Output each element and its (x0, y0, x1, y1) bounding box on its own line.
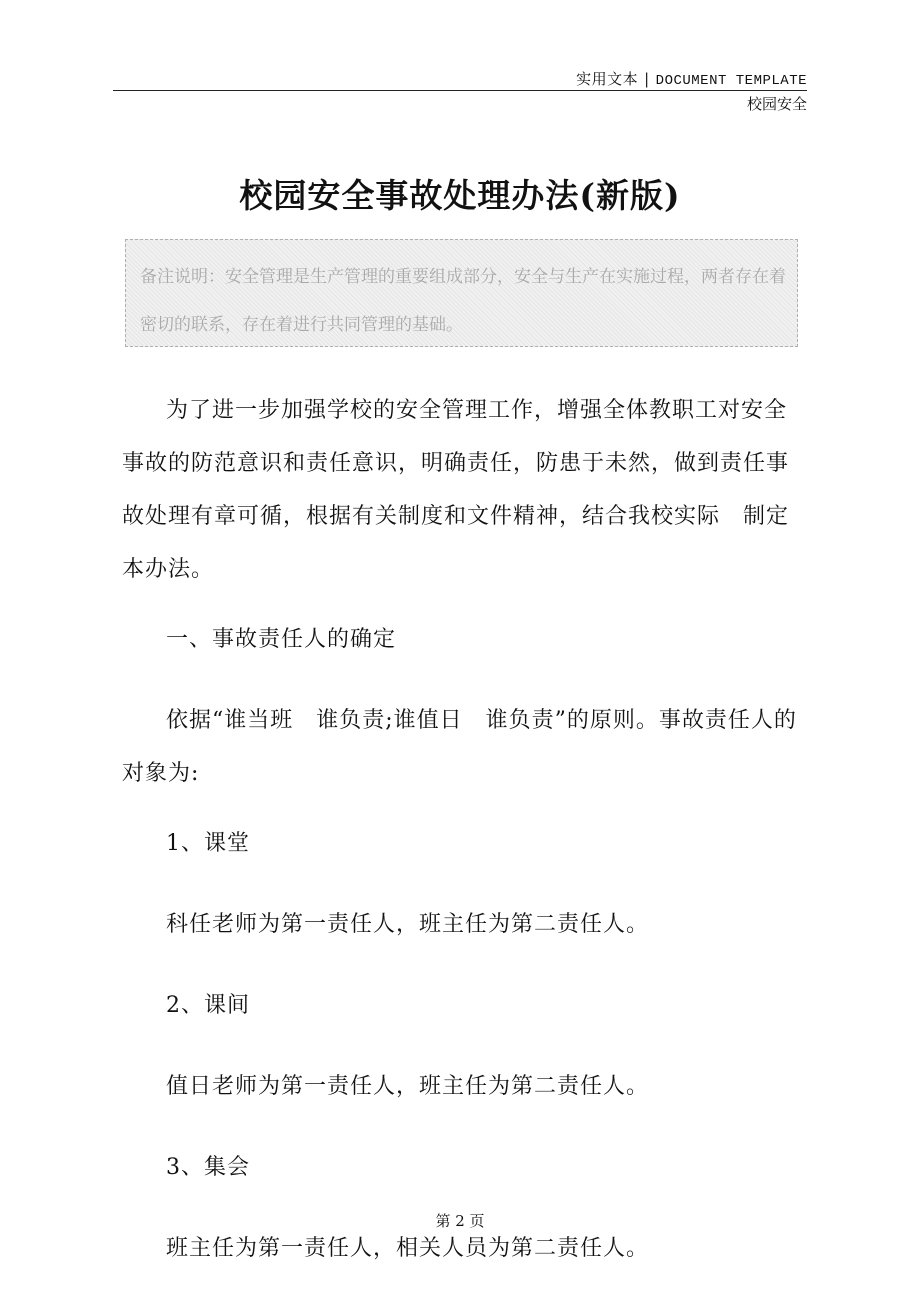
list-item-heading: 2、课间 (166, 993, 250, 1018)
document-body (122, 384, 806, 1303)
header-label-en: DOCUMENT TEMPLATE (655, 73, 807, 89)
paragraph-intro: 为了进一步加强学校的安全管理工作，增强全体教职工对安全事故的防范意识和责任意识，明确责任，防患于未然，做到责任事故处理有章可循，根据有关制度和文件精神，结合我校实际 制定本办法。 (122, 398, 790, 582)
page-title: 校园安全事故处理办法(新版) (239, 176, 681, 215)
document-header (576, 68, 807, 89)
header-label-cn: 实用文本 (576, 70, 639, 88)
list-item-text: 值日老师为第一责任人，班主任为第二责任人。 (166, 1074, 650, 1099)
note-text: 备注说明：安全管理是生产管理的重要组成部分，安全与生产在实施过程，两者存在着密切的联系，存在着进行共同管理的基础。 (140, 267, 786, 335)
section-heading: 一、事故责任人的确定 (166, 627, 397, 652)
list-item-heading: 3、集会 (166, 1155, 250, 1180)
list-item-text: 班主任为第一责任人，相关人员为第二责任人。 (166, 1236, 650, 1261)
list-item-text: 科任老师为第一责任人，班主任为第二责任人。 (166, 912, 650, 937)
list-item-heading: 1、课堂 (166, 831, 250, 856)
page-number: 第 2 页 (435, 1212, 485, 1230)
header-separator: | (644, 70, 650, 88)
header-category: 校园安全 (746, 95, 807, 113)
paragraph-principle: 依据“谁当班 谁负责;谁值日 谁负责”的原则。事故责任人的对象为: (122, 708, 797, 786)
header-divider (113, 90, 807, 91)
note-box (125, 239, 798, 347)
